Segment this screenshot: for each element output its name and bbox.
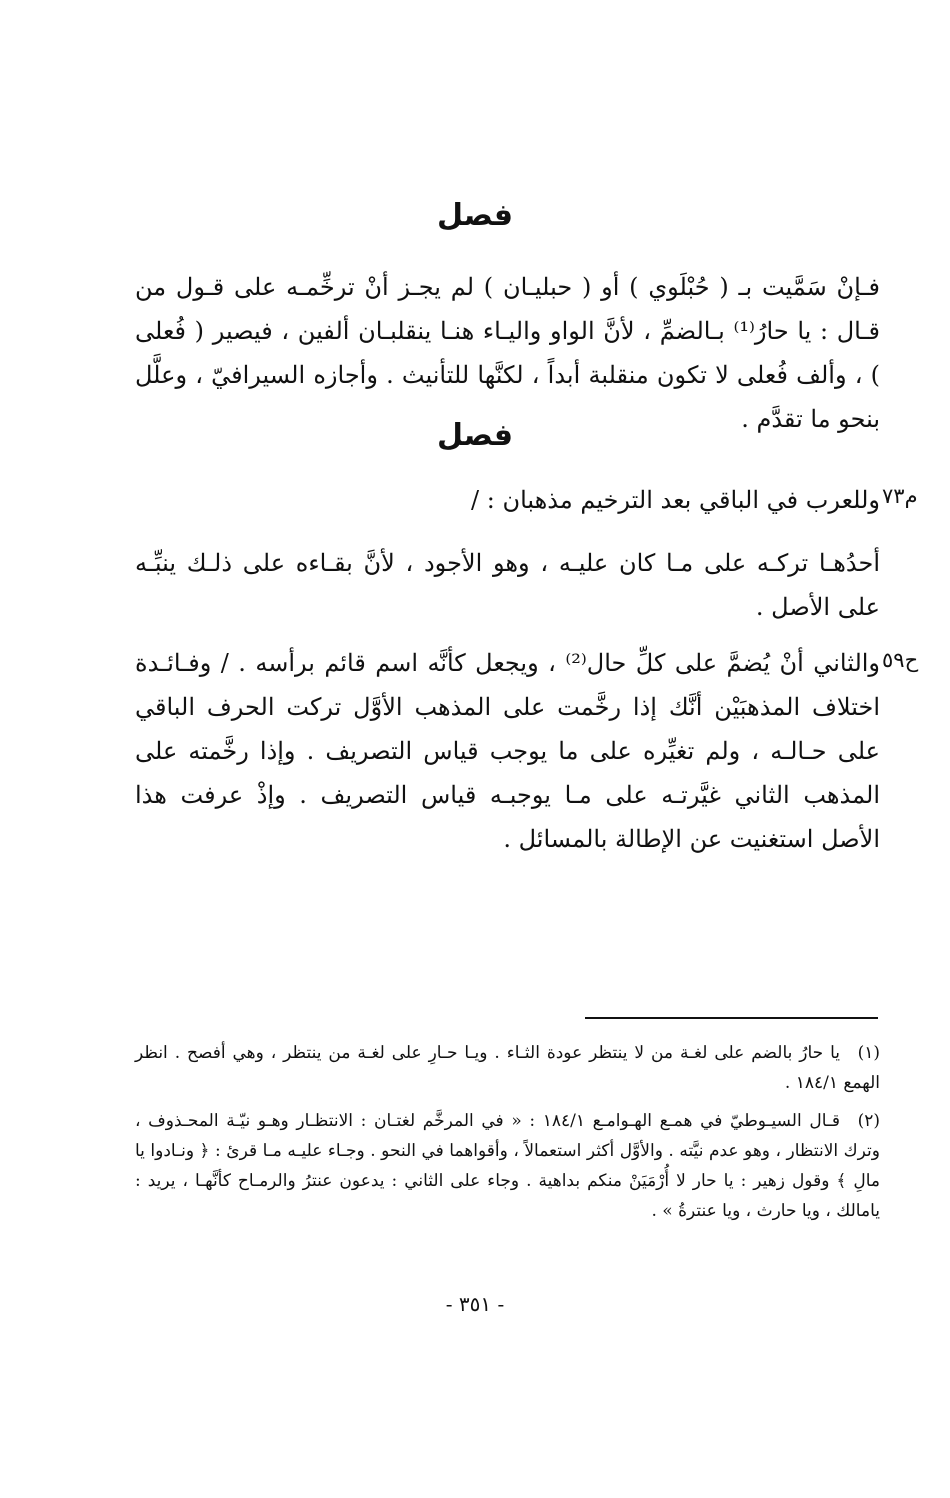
footnote-text: قـال السيـوطيّ في همـع الهـوامـع ١٨٤/١ : « في المرخَّم لغتـان : الانتظـار وهـو نيّـة المحـذوف ، وترك الانتظار ، وهو عدم نيَّته . والأوَّل أكثر استعمالاً ، وأقواهما في النحو . وجـاء عليـه مـا قرئ : ﴿ ونـادوا يا مالِ ﴾ وقول زهير : يا حار لا أُرْمَيَنْ منكم بداهية . وجاء على الثاني : يدعون عنترُ والرمـاح كأنَّهـا ، يريد : يامالك ، ويا حارث ، ويا عنترةُ » .	[135, 1111, 880, 1221]
section-heading-1: فصل	[437, 198, 513, 233]
footnote-text: يا حارُ بالضم على لغـة من لا ينتظر عودة الثـاء . ويـا حـارِ على لغـة من ينتظر ، وهي أفصح . انظر الهمع ١٨٤/١ .	[135, 1043, 880, 1093]
margin-note-h59: ح٥٩	[882, 648, 919, 672]
section-heading-2: فصل	[437, 418, 513, 453]
paragraph-4: والثاني أنْ يُضمَّ على كلِّ حال⁽²⁾ ، ويجعل كأنَّه اسم قائم برأسه . / وفـائـدة اختلاف المذهبَيْن أنَّك إذا رخَّمت على المذهب الأوَّل تركت الحرف الباقي على حـالـه ، ولم تغيِّره على ما يوجب قياس التصريف . وإذا رخَّمته على المذهب الثاني غيَّرتـه على مـا يوجبـه قياس التصريف . وإذْ عرفت هذا الأصل استغنيت عن الإطالة بالمسائل .	[135, 649, 881, 853]
footnote-1	[135, 1038, 880, 1098]
paragraph-1: فـإنْ سَمَّيت بـ ( حُبْلَوي ) أو ( حبليـان ) لم يجـز أنْ ترخِّمـه على قـول من قـال : يا حارُ⁽¹⁾ بـالضمِّ ، لأنَّ الواو واليـاء هنـا ينقلبـان ألفين ، فيصير ( فُعلى ) ، وألف فُعلى لا تكون منقلبة أبداً ، لكنَّها للتأنيث . وأجازه السيرافيّ ، وعلَّل بنحو ما تقدَّم .	[135, 273, 880, 433]
footnote-divider	[585, 1017, 878, 1019]
paragraph-3: أحدُهـا تركـه على مـا كان عليـه ، وهو الأجود ، لأنَّ بقـاءه على ذلـك ينبِّـه على الأصل .	[135, 549, 880, 621]
margin-note-m73: م٧٣	[882, 484, 918, 508]
footnote-number: (١)	[857, 1043, 880, 1063]
page-number: - ٣٥١ -	[445, 1292, 505, 1316]
footnote-number: (٢)	[857, 1111, 880, 1131]
footnote-2	[135, 1106, 880, 1226]
paragraph-2: وللعرب في الباقي بعد الترخيم مذهبان : /	[471, 486, 880, 514]
